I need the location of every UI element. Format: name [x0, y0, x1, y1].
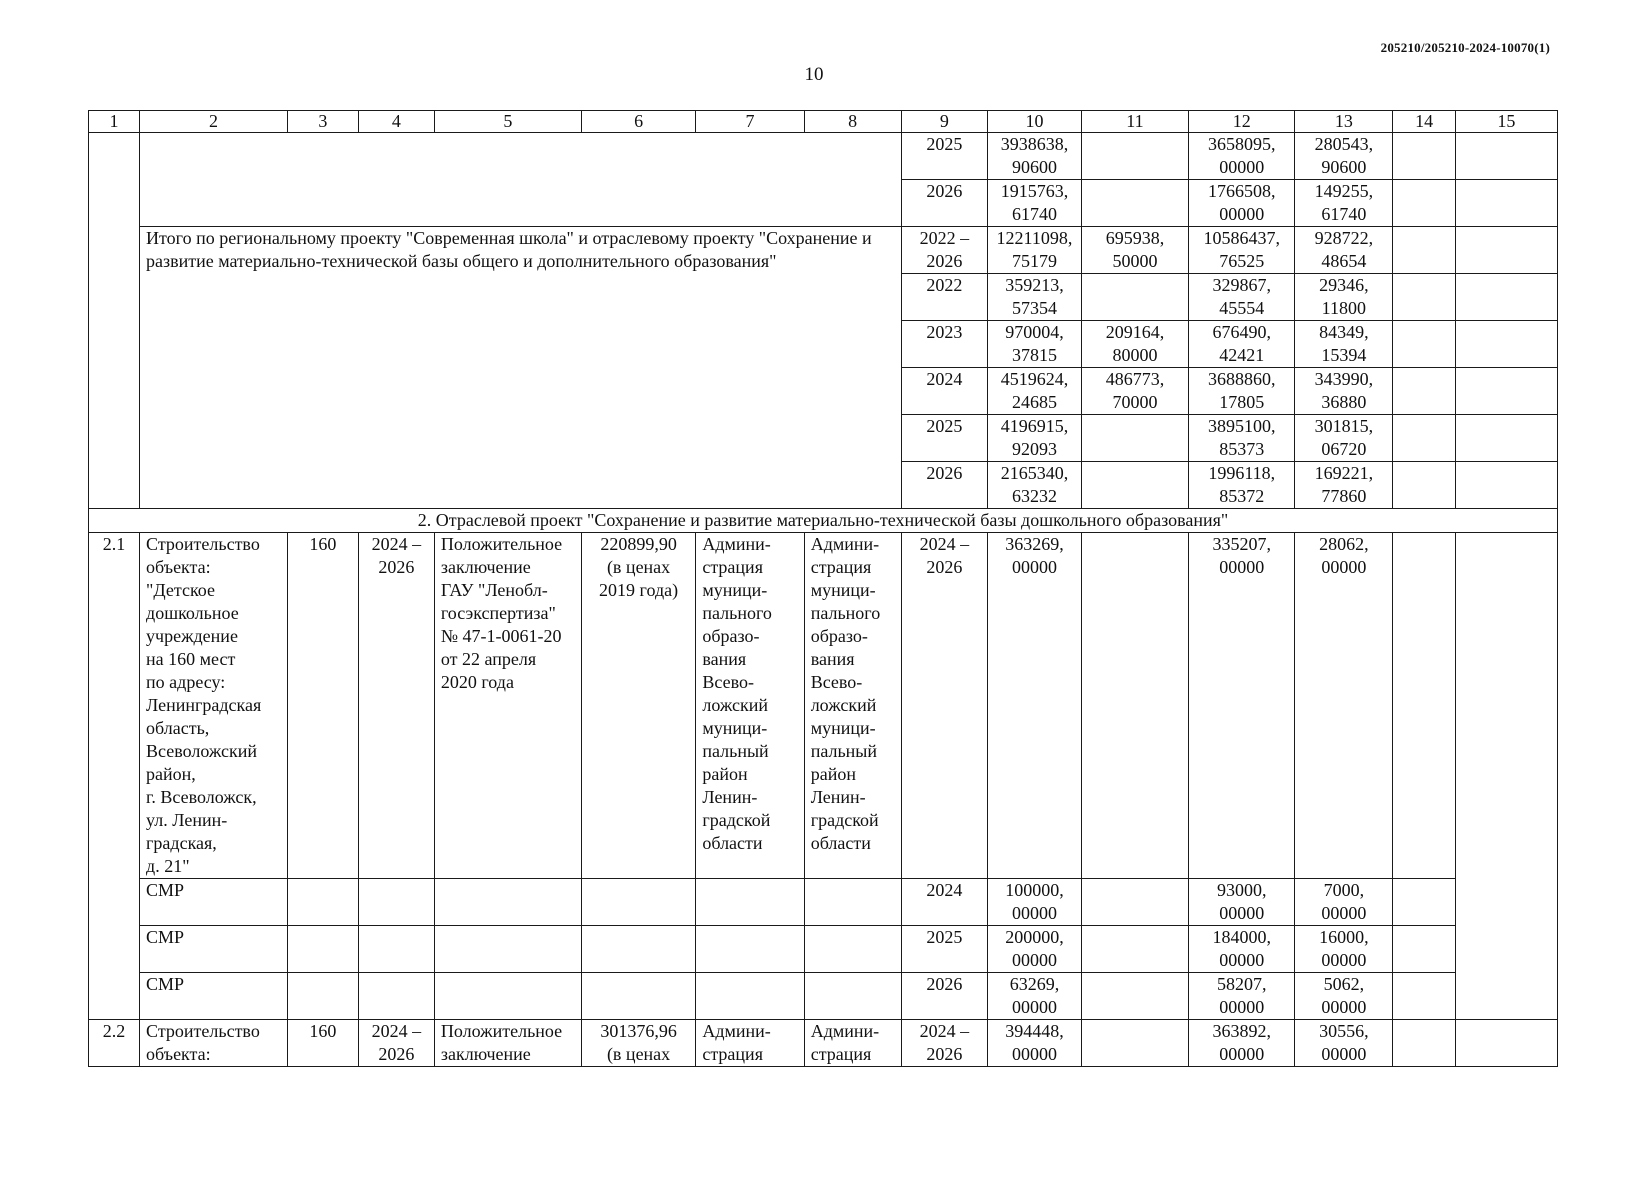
cell-recipient: Админи- страция	[804, 1020, 901, 1067]
cell-regional: 3688860, 17805	[1189, 368, 1295, 415]
cell-empty	[140, 133, 902, 227]
cell-empty	[358, 879, 434, 926]
cell-total: 970004, 37815	[988, 321, 1082, 368]
cell-empty	[287, 973, 358, 1020]
table-row	[89, 227, 1558, 274]
col-header: 13	[1295, 111, 1393, 133]
table-row	[89, 1020, 1558, 1067]
cell-regional: 1766508, 00000	[1189, 180, 1295, 227]
col-header: 12	[1189, 111, 1295, 133]
cell-total: 4519624, 24685	[988, 368, 1082, 415]
cell-period: 2024 – 2026	[358, 1020, 434, 1067]
cell-regional: 184000, 00000	[1189, 926, 1295, 973]
cell-customer: Админи- страция муници- пального образо- вания Всево- ложский муници- пальный район Ленин- градской области	[696, 533, 804, 879]
cell-federal: 695938, 50000	[1081, 227, 1188, 274]
total-label: Итого по региональному проекту "Современная школа" и отраслевому проекту "Сохранение и развитие материально-технической базы общего и дополнительного образования"	[140, 227, 902, 509]
cell-empty	[1393, 973, 1456, 1020]
cell-empty	[287, 879, 358, 926]
cell-empty	[1081, 879, 1188, 926]
cell-federal: 486773, 70000	[1081, 368, 1188, 415]
cell-local: 28062, 00000	[1295, 533, 1393, 879]
cell-cost: 301376,96 (в ценах	[581, 1020, 696, 1067]
cell-local: 343990, 36880	[1295, 368, 1393, 415]
col-header: 6	[581, 111, 696, 133]
cell-empty	[1393, 879, 1456, 926]
cell-local: 149255, 61740	[1295, 180, 1393, 227]
cell-empty	[287, 926, 358, 973]
cell-year: 2023	[901, 321, 987, 368]
cell-regional: 58207, 00000	[1189, 973, 1295, 1020]
cell-expertise: Положительное заключение ГАУ "Ленобл- госэкспертиза" № 47-1-0061-20 от 22 апреля 2020 года	[434, 533, 581, 879]
table-row	[89, 926, 1558, 973]
cell-regional: 676490, 42421	[1189, 321, 1295, 368]
cell-empty	[1393, 415, 1456, 462]
col-header: 5	[434, 111, 581, 133]
cell-empty	[1393, 462, 1456, 509]
cell-regional: 329867, 45554	[1189, 274, 1295, 321]
cell-regional: 93000, 00000	[1189, 879, 1295, 926]
col-header: 15	[1455, 111, 1557, 133]
cell-cost: 220899,90 (в ценах 2019 года)	[581, 533, 696, 879]
cell-empty	[1455, 274, 1557, 321]
cell-federal	[1081, 274, 1188, 321]
cell-empty	[1393, 227, 1456, 274]
cell-expertise: Положительное заключение	[434, 1020, 581, 1067]
cell-total: 3938638, 90600	[988, 133, 1082, 180]
table-row	[89, 133, 1558, 180]
cell-item-number: 2.1	[89, 533, 140, 1020]
col-header: 11	[1081, 111, 1188, 133]
section-title: 2. Отраслевой проект "Сохранение и развитие материально-технической базы дошкольного образования"	[89, 509, 1558, 533]
cell-empty	[434, 879, 581, 926]
cell-empty	[696, 879, 804, 926]
cell-empty	[1455, 321, 1557, 368]
cell-empty	[358, 926, 434, 973]
cell-empty	[358, 973, 434, 1020]
cell-empty	[1081, 926, 1188, 973]
cell-local: 280543, 90600	[1295, 133, 1393, 180]
cell-regional: 363892, 00000	[1189, 1020, 1295, 1067]
cell-period: 2024 – 2026	[358, 533, 434, 879]
cell-empty	[581, 926, 696, 973]
cell-empty	[1081, 973, 1188, 1020]
cell-empty	[434, 926, 581, 973]
cell-regional: 3658095, 00000	[1189, 133, 1295, 180]
cell-empty	[1393, 533, 1456, 879]
cell-year: 2026	[901, 462, 987, 509]
cell-total: 394448, 00000	[988, 1020, 1082, 1067]
cell-local: 7000, 00000	[1295, 879, 1393, 926]
cell-empty	[1455, 1020, 1557, 1067]
cell-year: 2025	[901, 415, 987, 462]
cell-empty	[696, 973, 804, 1020]
cell-regional: 1996118, 85372	[1189, 462, 1295, 509]
cell-local: 928722, 48654	[1295, 227, 1393, 274]
cell-federal	[1081, 462, 1188, 509]
cell-empty	[581, 973, 696, 1020]
col-header: 1	[89, 111, 140, 133]
cell-empty	[1455, 227, 1557, 274]
cell-empty	[1393, 180, 1456, 227]
cell-federal	[1081, 180, 1188, 227]
cell-federal	[1081, 1020, 1188, 1067]
col-header: 8	[804, 111, 901, 133]
cell-regional: 10586437, 76525	[1189, 227, 1295, 274]
cell-year: 2022	[901, 274, 987, 321]
cell-total: 363269, 00000	[988, 533, 1082, 879]
cell-smr-label: СМР	[140, 879, 288, 926]
col-header: 10	[988, 111, 1082, 133]
cell-federal	[1081, 133, 1188, 180]
cell-object-name: Строительство объекта:	[140, 1020, 288, 1067]
cell-year: 2026	[901, 180, 987, 227]
cell-total: 12211098, 75179	[988, 227, 1082, 274]
cell-empty	[434, 973, 581, 1020]
cell-empty	[1455, 368, 1557, 415]
cell-federal	[1081, 415, 1188, 462]
page-number: 10	[804, 64, 824, 85]
col-header: 9	[901, 111, 987, 133]
document-id: 205210/205210-2024-10070(1)	[1380, 40, 1550, 55]
cell-local: 169221, 77860	[1295, 462, 1393, 509]
cell-year: 2025	[901, 133, 987, 180]
cell-smr-label: СМР	[140, 926, 288, 973]
column-number-row	[89, 111, 1558, 133]
cell-regional: 335207, 00000	[1189, 533, 1295, 879]
cell-empty	[804, 973, 901, 1020]
cell-local: 301815, 06720	[1295, 415, 1393, 462]
cell-recipient: Админи- страция муници- пального образо- вания Всево- ложский муници- пальный район Ленин- градской области	[804, 533, 901, 879]
col-header: 4	[358, 111, 434, 133]
col-header: 3	[287, 111, 358, 133]
cell-empty	[581, 879, 696, 926]
cell-empty	[1393, 368, 1456, 415]
cell-customer: Админи- страция	[696, 1020, 804, 1067]
cell-local: 5062, 00000	[1295, 973, 1393, 1020]
col-header: 2	[140, 111, 288, 133]
cell-local: 30556, 00000	[1295, 1020, 1393, 1067]
col-header: 7	[696, 111, 804, 133]
cell-year: 2024	[901, 879, 987, 926]
cell-local: 29346, 11800	[1295, 274, 1393, 321]
cell-local: 84349, 15394	[1295, 321, 1393, 368]
cell-empty	[804, 879, 901, 926]
cell-total: 4196915, 92093	[988, 415, 1082, 462]
cell-empty	[1393, 1020, 1456, 1067]
cell-year: 2024 – 2026	[901, 1020, 987, 1067]
cell-total: 2165340, 63232	[988, 462, 1082, 509]
cell-total: 359213, 57354	[988, 274, 1082, 321]
cell-year: 2025	[901, 926, 987, 973]
cell-empty	[1393, 274, 1456, 321]
cell-empty	[1455, 133, 1557, 180]
cell-year: 2022 – 2026	[901, 227, 987, 274]
cell-empty	[1455, 533, 1557, 1020]
table-row	[89, 973, 1558, 1020]
cell-object-name: Строительство объекта: "Детское дошкольное учреждение на 160 мест по адресу: Ленинградская область, Всеволожский район, г. Всеволожск, ул. Ленин- градская, д. 21"	[140, 533, 288, 879]
cell-empty	[1455, 462, 1557, 509]
cell-total: 63269, 00000	[988, 973, 1082, 1020]
cell-empty	[1393, 926, 1456, 973]
cell-empty	[89, 133, 140, 509]
cell-capacity: 160	[287, 533, 358, 879]
cell-federal	[1081, 533, 1188, 879]
cell-total: 1915763, 61740	[988, 180, 1082, 227]
cell-empty	[1455, 180, 1557, 227]
cell-total: 100000, 00000	[988, 879, 1082, 926]
program-table	[88, 110, 1558, 1067]
cell-regional: 3895100, 85373	[1189, 415, 1295, 462]
cell-year: 2026	[901, 973, 987, 1020]
cell-year: 2024	[901, 368, 987, 415]
cell-empty	[1393, 321, 1456, 368]
col-header: 14	[1393, 111, 1456, 133]
table-row	[89, 879, 1558, 926]
cell-empty	[1455, 415, 1557, 462]
cell-year: 2024 – 2026	[901, 533, 987, 879]
cell-total: 200000, 00000	[988, 926, 1082, 973]
cell-empty	[1393, 133, 1456, 180]
cell-item-number: 2.2	[89, 1020, 140, 1067]
cell-empty	[804, 926, 901, 973]
cell-federal: 209164, 80000	[1081, 321, 1188, 368]
section-row	[89, 509, 1558, 533]
cell-empty	[696, 926, 804, 973]
cell-smr-label: СМР	[140, 973, 288, 1020]
cell-capacity: 160	[287, 1020, 358, 1067]
cell-local: 16000, 00000	[1295, 926, 1393, 973]
table-row	[89, 533, 1558, 879]
